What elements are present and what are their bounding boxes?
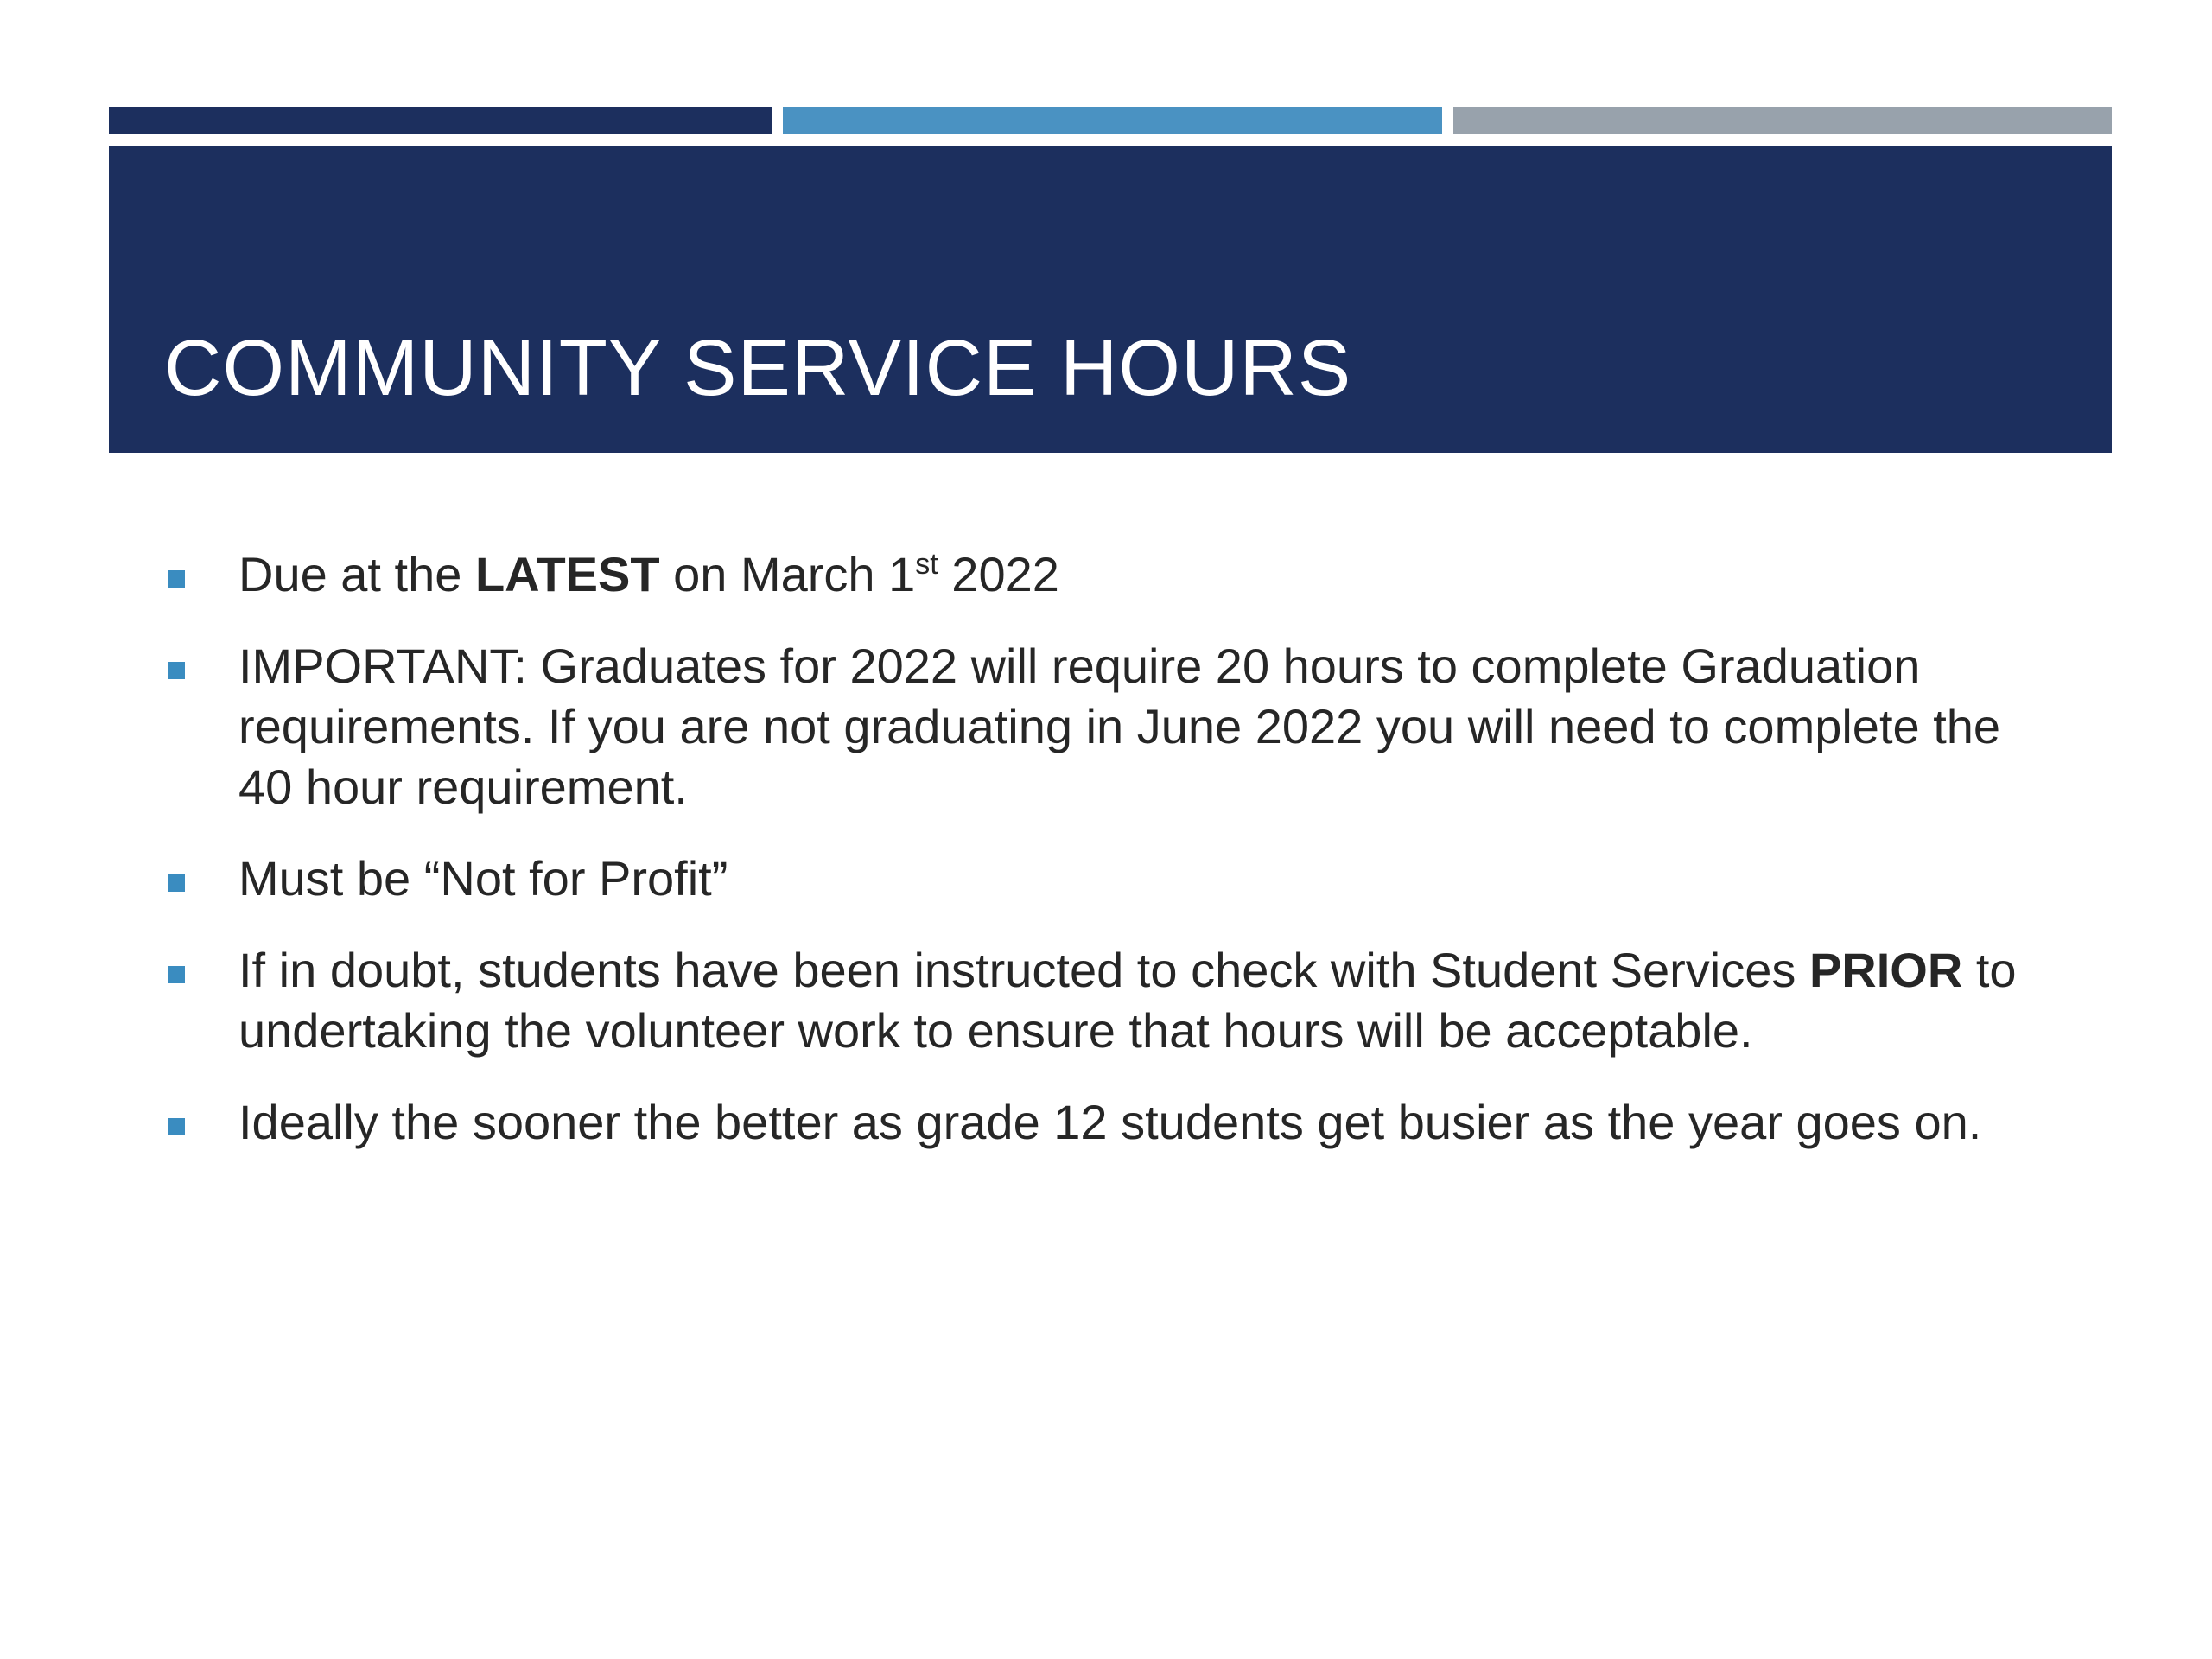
bullet-item-sooner-better — [166, 1092, 2067, 1153]
accent-bar-dark — [109, 107, 772, 134]
bullet-item-if-in-doubt — [166, 940, 2067, 1061]
ordinal-suffix: st — [915, 548, 938, 581]
bullet-item-important — [166, 636, 2067, 817]
bullet-text: 2022 — [938, 547, 1059, 601]
bullet-text: Due at the — [238, 547, 475, 601]
bullet-emphasis: LATEST — [474, 547, 660, 601]
bullet-text: Must be “Not for Profit” — [238, 851, 728, 906]
bullet-item-not-for-profit — [166, 849, 2067, 909]
bullet-text: to undertaking the volunteer work to ensure that hours will be acceptable. — [238, 943, 2017, 1058]
bullet-list — [166, 544, 2067, 1184]
accent-bar-gray — [1453, 107, 2112, 134]
square-bullet-icon — [168, 570, 185, 588]
square-bullet-icon — [168, 1118, 185, 1135]
accent-bar-blue — [783, 107, 1442, 134]
square-bullet-icon — [168, 874, 185, 892]
bullet-item-due-date — [166, 544, 2067, 605]
slide-title: COMMUNITY SERVICE HOURS — [164, 324, 1352, 412]
bullet-emphasis: PRIOR — [1808, 943, 1963, 997]
bullet-text: IMPORTANT: Graduates for 2022 will require 20 hours to complete Graduation requirements. If you are not graduating in June 2022 you will need to complete the 40 hour requirement. — [238, 639, 2001, 814]
bullet-text: on March 1 — [659, 547, 916, 601]
bullet-text: If in doubt, students have been instructed to check with Student Services — [238, 943, 1809, 997]
square-bullet-icon — [168, 966, 185, 983]
title-band — [109, 146, 2112, 453]
bullet-text: Ideally the sooner the better as grade 12 students get busier as the year goes on. — [238, 1095, 1982, 1149]
square-bullet-icon — [168, 662, 185, 679]
